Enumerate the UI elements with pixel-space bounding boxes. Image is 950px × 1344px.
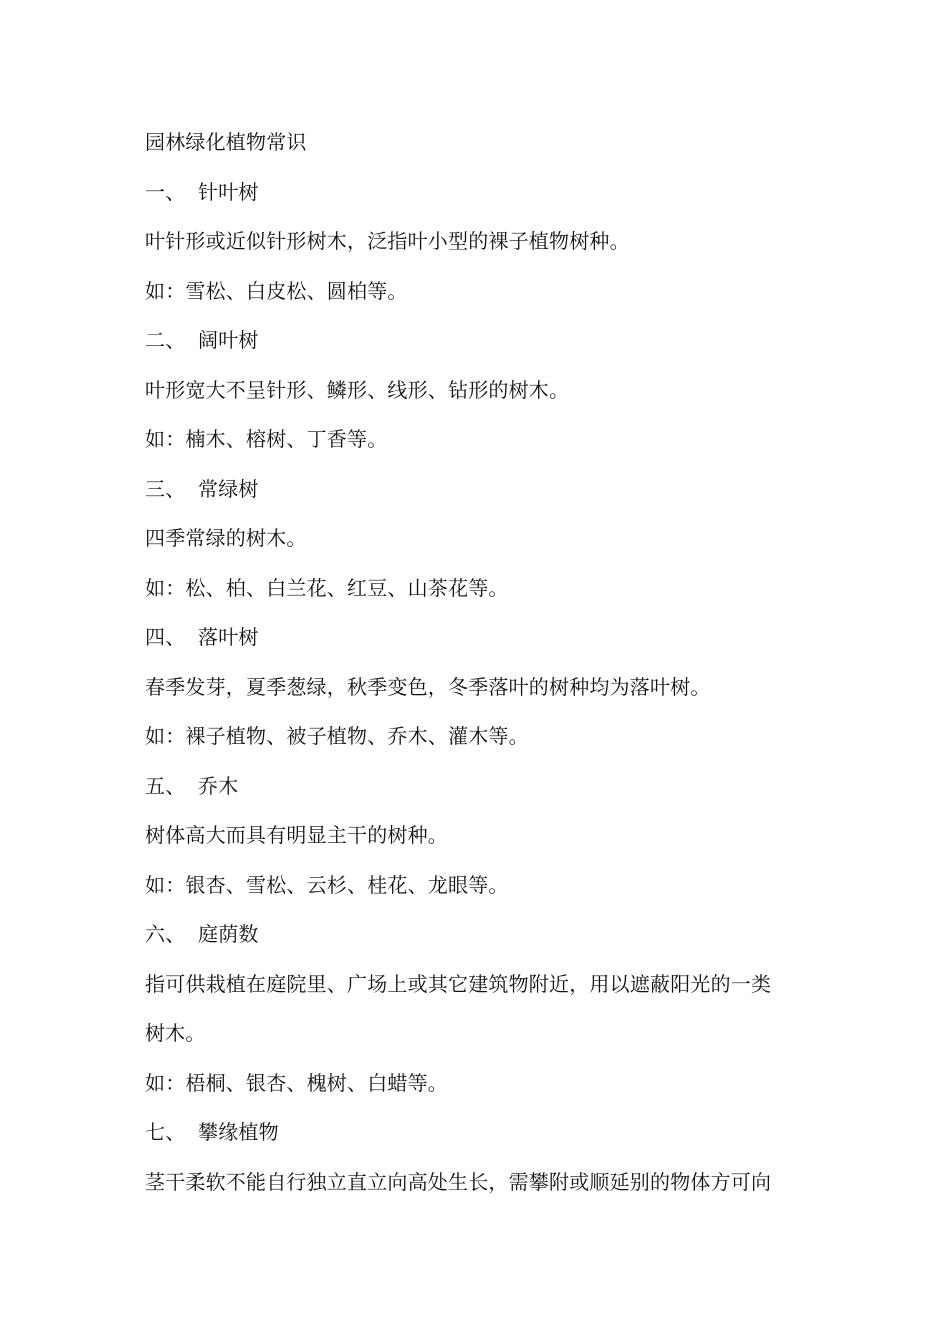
section-number: 一、 [145,179,186,204]
section-examples: 如：梧桐、银杏、槐树、白蜡等。 [145,1070,448,1095]
section-number: 五、 [145,773,186,798]
section-heading [145,465,810,515]
section-title: 落叶树 [198,625,259,649]
section-heading [145,613,810,663]
section-examples: 如：裸子植物、被子植物、乔木、灌木等。 [145,724,529,748]
section-title: 乔木 [198,773,239,798]
section-examples: 如：雪松、白皮松、圆柏等。 [145,278,408,303]
section-title: 阔叶树 [198,328,259,352]
section-number: 三、 [145,476,186,501]
section-definition: 指可供栽植在庭院里、广场上或其它建筑物附近，用以遮蔽阳光的一类 [145,971,772,996]
section-heading [145,168,810,218]
section-heading [145,1108,810,1158]
section-definition: 树体高大而具有明显主干的树种。 [145,823,448,847]
document-title: 园林绿化植物常识 [145,130,307,154]
section-number: 四、 [145,625,186,649]
section-title: 庭荫数 [198,922,259,946]
document-body [145,118,810,1207]
section-number: 六、 [145,922,186,946]
section-title: 常绿树 [198,476,259,501]
section-number: 二、 [145,328,186,352]
section-heading [145,762,810,812]
section-examples: 如：银杏、雪松、云杉、桂花、龙眼等。 [145,872,509,897]
section-definition-continued: 树木。 [145,1021,206,1045]
section-examples: 如：松、柏、白兰花、红豆、山茶花等。 [145,575,509,600]
section-heading [145,910,810,960]
section-definition: 四季常绿的树木。 [145,526,307,550]
section-definition: 叶形宽大不呈针形、鳞形、线形、钻形的树木。 [145,377,570,402]
section-title: 攀缘植物 [198,1120,279,1144]
section-definition: 叶针形或近似针形树木，泛指叶小型的裸子植物树种。 [145,229,630,253]
section-definition: 茎干柔软不能自行独立直立向高处生长，需攀附或顺延别的物体方可向 [145,1169,772,1194]
section-number: 七、 [145,1120,186,1144]
section-examples: 如：楠木、榕树、丁香等。 [145,427,388,451]
section-heading [145,316,810,366]
section-definition: 春季发芽，夏季葱绿，秋季变色，冬季落叶的树种均为落叶树。 [145,674,711,699]
section-title: 针叶树 [198,179,259,204]
